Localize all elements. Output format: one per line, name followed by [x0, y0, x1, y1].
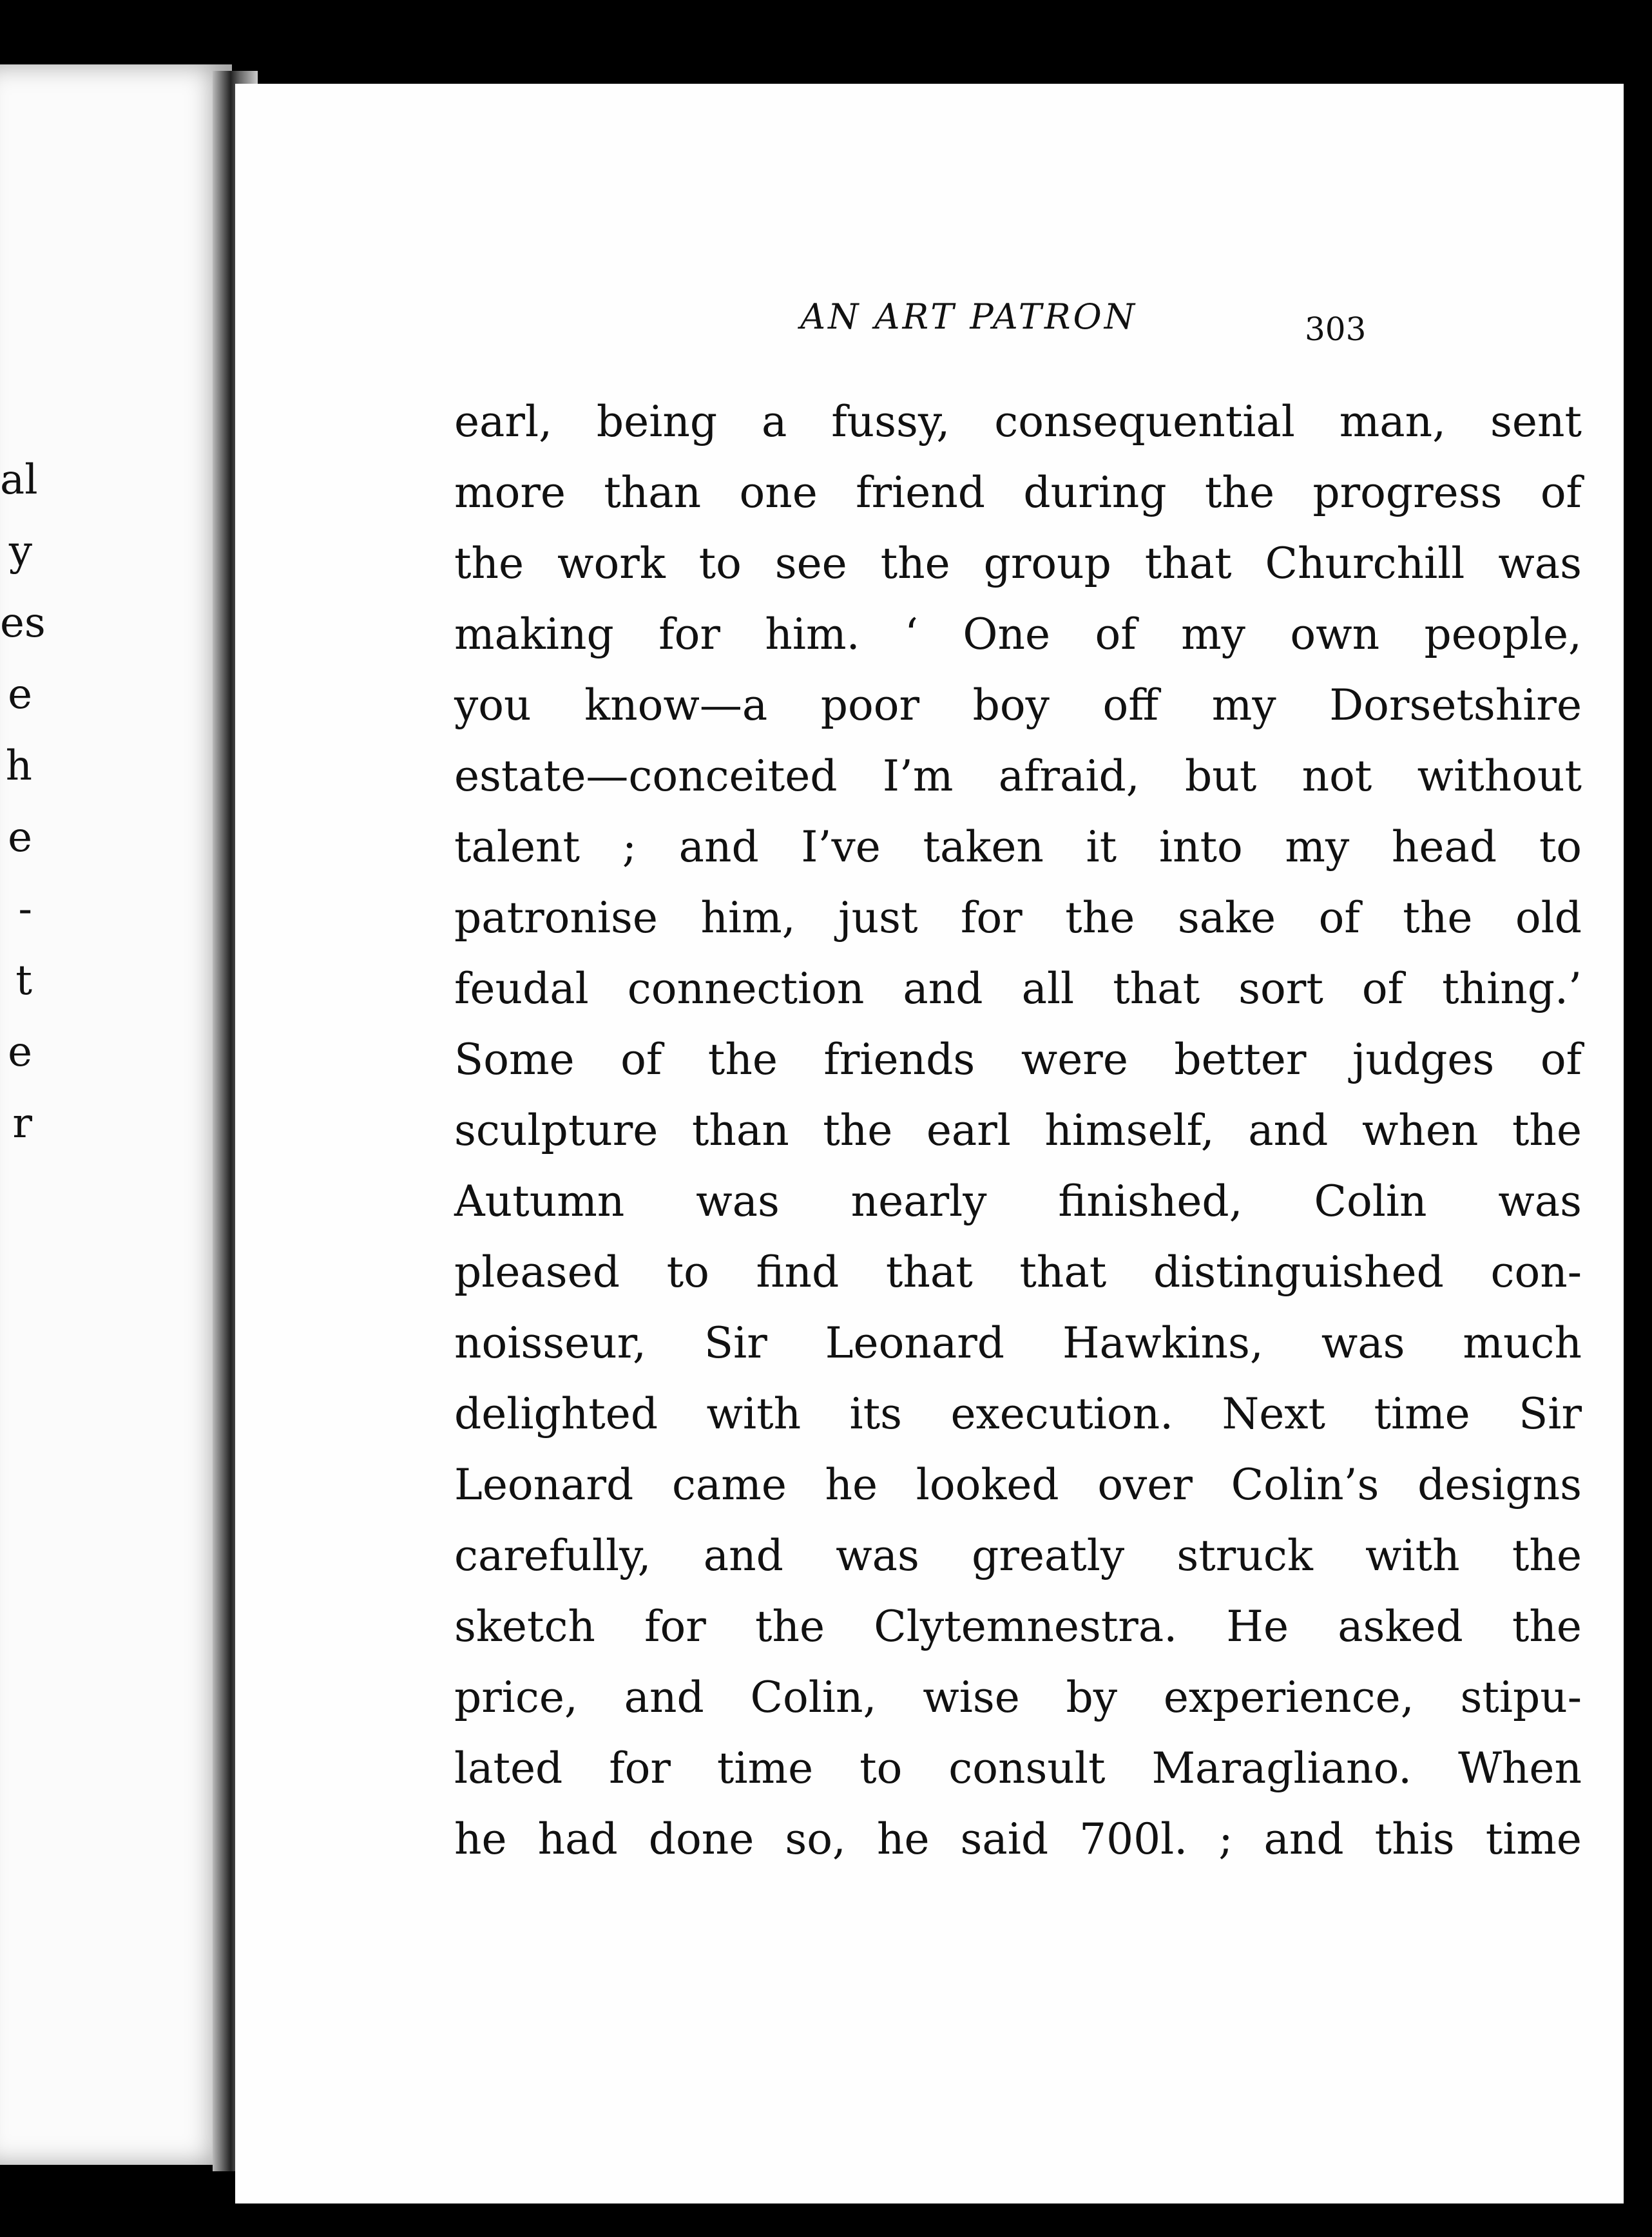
fragment: h: [5, 742, 32, 790]
text-line: talent ; and I’ve taken it into my head to: [454, 822, 1582, 872]
fragment: r: [12, 1100, 32, 1147]
text-line: sculpture than the earl himself, and when the: [454, 1106, 1582, 1155]
text-line: earl, being a fussy, consequential man, sent: [454, 397, 1582, 446]
text-line: noisseur, Sir Leonard Hawkins, was much: [454, 1318, 1582, 1368]
text-line: carefully, and was greatly struck with the: [454, 1531, 1582, 1580]
text-line: feudal connection and all that sort of thing.’: [454, 964, 1582, 1013]
fragment: e: [8, 814, 32, 861]
text-line: sketch for the Clytemnestra. He asked the: [454, 1602, 1582, 1651]
fragment: al: [0, 456, 38, 504]
text-line: more than one friend during the progress of: [454, 468, 1582, 517]
text-line: you know—a poor boy off my Dorsetshire: [454, 680, 1582, 730]
facing-page: [0, 64, 232, 2165]
fragment: e: [8, 1028, 32, 1076]
fragment: e: [8, 671, 32, 718]
running-head: AN ART PATRON: [800, 296, 1137, 337]
fragment: t: [15, 957, 32, 1004]
fragment: -: [18, 885, 32, 933]
book-page: [235, 84, 1624, 2203]
facing-page-text-fragments: [0, 445, 46, 1160]
fragment: y: [8, 528, 32, 575]
text-line: estate—conceited I’m afraid, but not without: [454, 751, 1582, 801]
text-line: patronise him, just for the sake of the old: [454, 893, 1582, 943]
fragment: es: [0, 599, 46, 647]
text-line: Autumn was nearly finished, Colin was: [454, 1176, 1582, 1226]
text-line: pleased to find that that distinguished con-: [454, 1247, 1582, 1297]
body-text: [454, 387, 1582, 1875]
page-number: 303: [1305, 311, 1367, 348]
text-line: the work to see the group that Churchill was: [454, 539, 1582, 588]
text-line: Some of the friends were better judges of: [454, 1035, 1582, 1084]
text-line: lated for time to consult Maragliano. When: [454, 1743, 1582, 1793]
text-line: he had done so, he said 700l. ; and this time: [454, 1814, 1582, 1864]
text-line: making for him. ‘ One of my own people,: [454, 610, 1582, 659]
text-line: Leonard came he looked over Colin’s designs: [454, 1460, 1582, 1510]
text-line: price, and Colin, wise by experience, stipu-: [454, 1673, 1582, 1722]
text-line: delighted with its execution. Next time Sir: [454, 1389, 1582, 1439]
